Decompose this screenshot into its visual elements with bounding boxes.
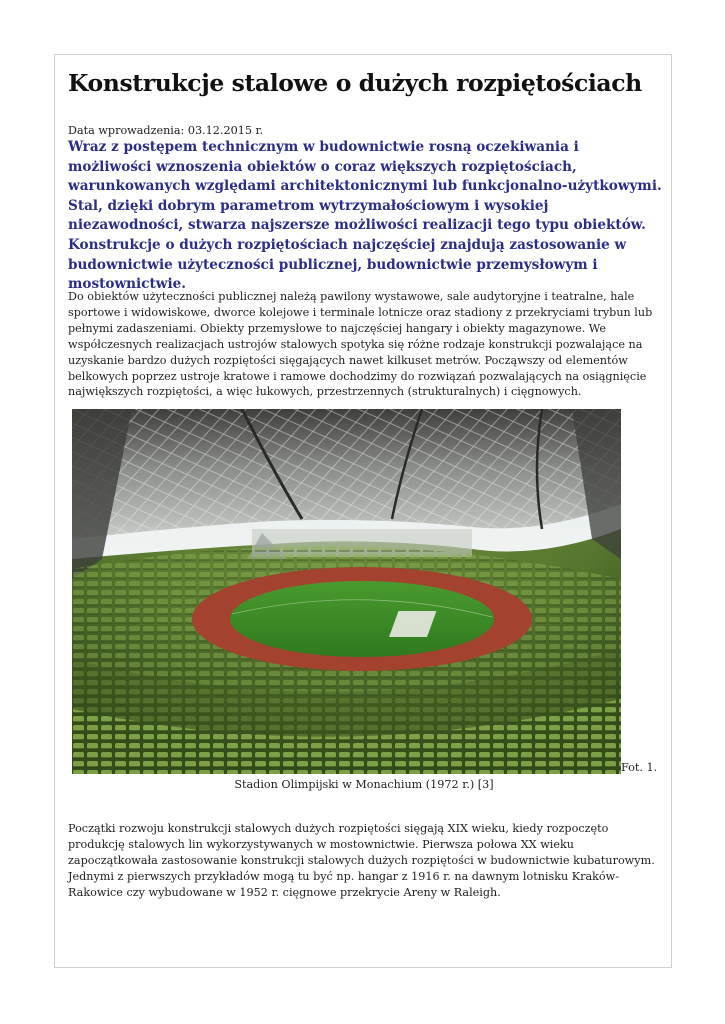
article-title: Konstrukcje stalowe o dużych rozpiętościach bbox=[68, 69, 642, 97]
body-paragraph-2: Początki rozwoju konstrukcji stalowych dużych rozpiętości sięgają XIX wieku, kiedy rozpoczęto produkcję stalowych lin wykorzystywanych w mostownictwie. Pierwsza połowa XX wieku zapoczątkowała zastosowanie konstrukcji stalowych dużych rozpiętości w budownictwie kubaturowym. Jednymi z pierwszych przykładów mogą tu być np. hangar z 1916 r. na dawnym lotnisku Kraków-Rakowice czy wybudowane w 1952 r. cięgnowe przekrycie Areny w Raleigh. bbox=[68, 822, 655, 899]
lead-paragraph: Wraz z postępem technicznym w budownictwie rosną oczekiwania i możliwości wznoszenia obiektów o coraz większych rozpiętościach, warunkowanych względami architektonicznymi lub funkcjonalno-użytkowymi. Stal, dzięki dobrym parametrom wytrzymałościowym i wysokiej niezawodności, stwarza najszersze możliwości realizacji tego typu obiektów. Konstrukcje o dużych rozpiętościach najczęściej znajdują zastosowanie w budownictwie użyteczności publicznej, budownictwie przemysłowym i mostownictwie. bbox=[68, 139, 662, 293]
body-paragraph-1: Do obiektów użyteczności publicznej należą pawilony wystawowe, sale audytoryjne i teatralne, hale sportowe i widowiskowe, dworce kolejowe i terminale lotnicze oraz stadiony z przekryciami trybun lub pełnymi zadaszeniami. Obiekty przemysłowe to najczęściej hangary i obiekty magazynowe. We współczesnych realizacjach ustrojów stalowych spotyka się różne rodzaje konstrukcji pozwalające na uzyskanie bardzo dużych rozpiętości sięgających nawet kilkuset metrów. Począwszy od elementów belkowych poprzez ustroje kratowe i ramowe dochodzimy do rozwiązań pozwalających na osiągnięcie największych rozpiętości, a więc łukowych, przestrzennych (strukturalnych) i cięgnowych. bbox=[68, 290, 653, 399]
publish-date: Data wprowadzenia: 03.12.2015 r. bbox=[68, 124, 264, 137]
stadium-photo bbox=[72, 409, 621, 774]
article-page bbox=[54, 54, 672, 968]
photo-label: Fot. 1. bbox=[621, 761, 658, 774]
photo-caption: Stadion Olimpijski w Monachium (1972 r.) [3] bbox=[234, 778, 494, 791]
